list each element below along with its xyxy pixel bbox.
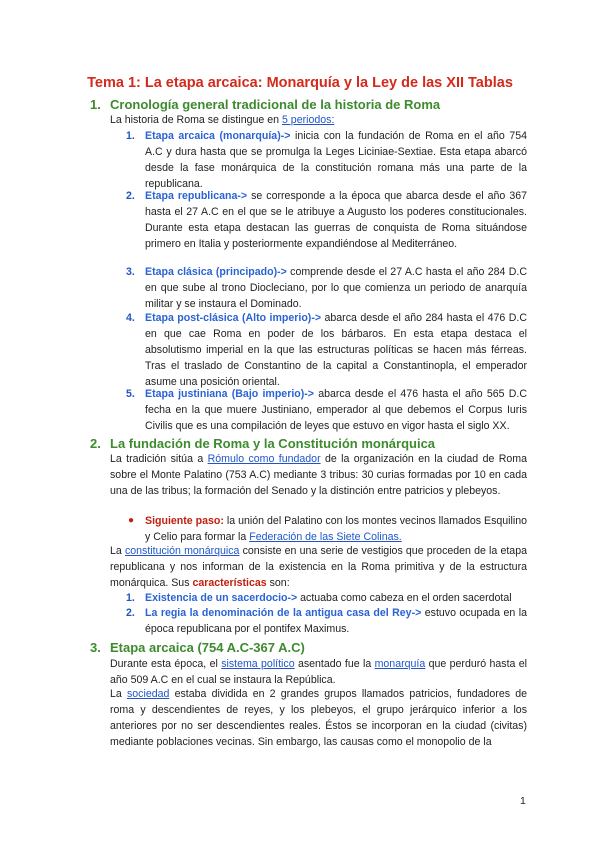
list-item: 5. Etapa justiniana (Bajo imperio)-> abarca desde el 476 hasta el año 565 D.C fecha en la que muere Justiniano, emperador al que debemos el Corpus Iuris Civilis que es una compilación de leyes que estuvo en vigor hasta el siglo XX. xyxy=(126,388,527,432)
page-title: Tema 1: La etapa arcaica: Monarquía y la Ley de las XII Tablas xyxy=(87,75,513,91)
list-item: 3. Etapa clásica (principado)-> comprende desde el 27 A.C hasta el año 284 D.C en que sube al trono Diocleciano, por lo que comienza un periodo de anarquía militar y se instaura el Dominado. xyxy=(126,266,528,310)
list-item: 1. Etapa arcaica (monarquía)-> inicia con la fundación de Roma en el año 754 A.C y dura hasta que se promulga la Leges Liciniae-Sextiae. Esta etapa abarcó desde la fase monárquica de la constitución romana más una parte de la republicana. xyxy=(126,130,528,190)
monarchy-link[interactable]: monarquía xyxy=(374,658,426,670)
federation-link[interactable]: Federación de las Siete Colinas. xyxy=(249,531,402,543)
section-1-intro: La historia de Roma se distingue en 5 periodos: xyxy=(110,114,335,126)
section-3-paragraph-1: Durante esta época, el sistema político asentado fue la monarquía que perduró hasta el año 509 A.C en el cual se instaura la República. xyxy=(110,658,528,686)
section-2-paragraph-1: La tradición sitúa a Rómulo como fundador de la organización en la ciudad de Roma sobre el Monte Palatino (753 A.C) mediante 3 tribus: 30 curias formadas por 10 en cada una de las tribus; la formación del Senado y la distinción entre patricios y plebeyos. xyxy=(110,453,527,497)
romulo-link[interactable]: Rómulo como fundador xyxy=(207,453,321,465)
bullet-dot-icon: ● xyxy=(128,515,135,526)
section-2-paragraph-2: La constitución monárquica consiste en una serie de vestigios que proceden de la etapa republicana y nos informan de la existencia en la Roma primitiva y de la estructura monárquica. Sus características son: xyxy=(110,545,527,589)
periods-link[interactable]: 5 periodos: xyxy=(281,114,335,126)
list-item: 2. Etapa republicana-> se corresponde a la época que abarca desde el año 367 hasta el 27 A.C en el que se le atribuye a Augusto los poderes constitucionales. Durante esta etapa destacan las guerras de conquista de Roma situándose primero en Italia y posteriormente expandiéndose al Mediterráneo. xyxy=(126,190,528,250)
bullet-item: ● Siguiente paso: la unión del Palatino con los montes vecinos llamados Esquilino y Celio para formar la Federación de las Siete Colinas. xyxy=(128,515,528,543)
society-link[interactable]: sociedad xyxy=(126,688,170,700)
list-item: 4. Etapa post-clásica (Alto imperio)-> abarca desde el año 284 hasta el 476 D.C en que cae Roma en poder de los bárbaros. En esta etapa destaca el absolutismo imperial en la que las estructuras políticas se hacen más férreas. Tras el traslado de Constantino de la capital a Constantinopla, el emperador asume una posición oriental. xyxy=(126,312,527,388)
list-item: 1. Existencia de un sacerdocio-> actuaba como cabeza en el orden sacerdotal xyxy=(126,592,512,604)
section-3-heading: 3. Etapa arcaica (754 A.C-367 A.C) xyxy=(90,640,305,655)
constitution-link[interactable]: constitución monárquica xyxy=(124,545,240,557)
section-2-heading: 2. La fundación de Roma y la Constitución monárquica xyxy=(90,436,436,451)
section-title: Cronología general tradicional de la historia de Roma xyxy=(110,97,441,112)
political-system-link[interactable]: sistema político xyxy=(221,658,295,670)
section-1-heading xyxy=(90,97,440,112)
page-number: 1 xyxy=(520,795,526,807)
section-number: 1. xyxy=(90,97,101,112)
list-item: 2. La regia la denominación de la antigua casa del Rey-> estuvo ocupada en la época republicana por el pontifex Maximus. xyxy=(126,607,527,635)
section-3-paragraph-2: La sociedad estaba dividida en 2 grandes grupos llamados patricios, fundadores de roma y descendientes de reyes, y los plebeyos, el grupo jerárquico inferior a los anteriores por no ser descendientes reales. Éstos se incorporan en la ciudad (civitas) mediante poblaciones vecinas. Sin embargo, las causas como el monopolio de la xyxy=(110,688,527,748)
